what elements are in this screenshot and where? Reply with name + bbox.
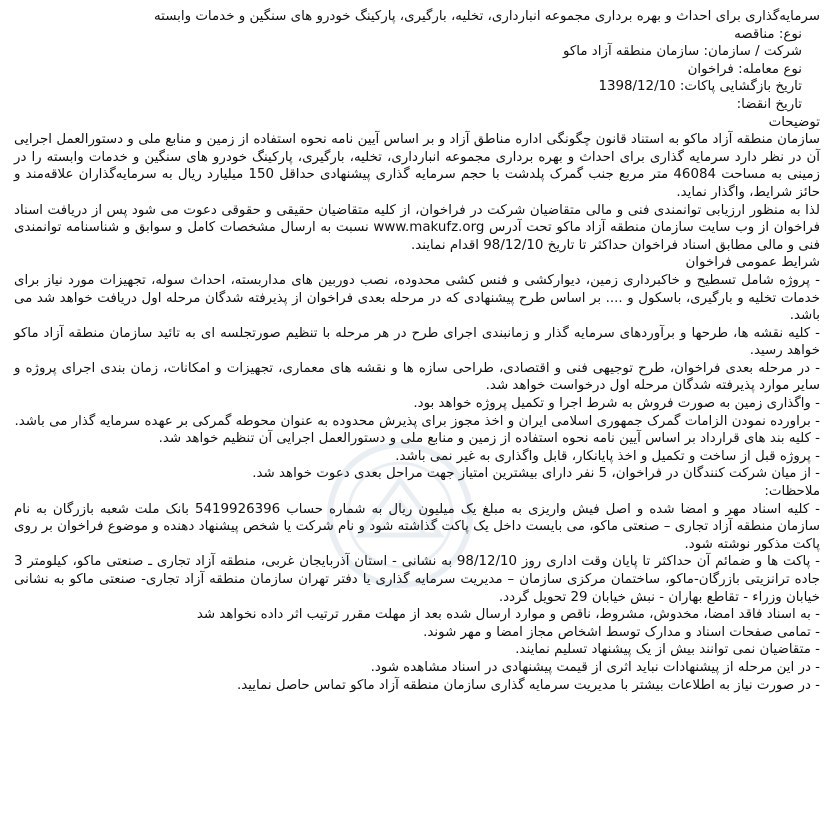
condition-item: - واگذاری زمین به صورت فروش به شرط اجرا و تکمیل پروژه خواهد بود. — [413, 396, 820, 412]
description-paragraph: سازمان منطقه آزاد ماکو به استناد قانون چگونگی اداره مناطق آزاد و بر اساس آیین نامه نحوه استفاده از زمین و منابع ملی و دستورالعمل اجرایی آن در نظر دارد سرمایه گذاری برای احداث و بهره برداری مجموعه انبارداری، تخلیه، بارگیری، پارکینگ خودرو های سنگین و خدمات وابسته را در زمینی به مساحت 46084 متر مربع جنب گمرک پلدشت با حجم سرمایه گذاری پیشنهادی حداقل 150 میلیارد ریال به سرمایه‌گذاران علاقه‌مند و حائز شرایط، واگذار نماید. — [14, 132, 821, 200]
meta-org-row — [14, 43, 802, 61]
meta-type-row — [14, 26, 802, 44]
meta-open-value: 1398/12/10 — [598, 79, 676, 95]
note-item: - متقاضیان نمی توانند بیش از یک پیشنهاد تسلیم نمایند. — [515, 642, 820, 658]
condition-item: - پروژه قبل از ساخت و تکمیل و اخذ پایانکار، قابل واگذاری به غیر نمی باشد. — [395, 448, 820, 464]
meta-type-value: مناقصه — [734, 26, 775, 42]
meta-deal-row — [14, 61, 802, 79]
meta-org-label: شرکت / سازمان: — [703, 44, 802, 60]
note-item: - کلیه اسناد مهر و امضا شده و اصل فیش واریزی به مبلغ یک میلیون ریال به شماره حساب 5419926396 بانک ملت شعبه بازرگان به نام سازمان منطقه آزاد تجاری – صنعتی ماکو، می بایست داخل یک پاکت گذاشته شود و نام شرکت یا شخص پیشنهاد دهنده و موضوع فراخوان بر روی پاکت مذکور نوشته شود. — [14, 501, 820, 552]
condition-item: - کلیه نقشه ها، طرحها و برآوردهای سرمایه گذار و زمانبندی اجرای طرح در هر مرحله با تنظیم صورتجلسه ای به تائید سازمان منطقه آزاد ماکو خواهد رسید. — [14, 325, 820, 359]
document-title: سرمایه‌گذاری برای احداث و بهره برداری مجموعه انبارداری، تخلیه، بارگیری، پارکینگ خودرو های سنگین و خدمات وابسته — [153, 9, 820, 24]
tender-document — [14, 8, 820, 694]
meta-expire-label: تاریخ انقضا: — [736, 96, 802, 112]
note-item: - تمامی صفحات اسناد و مدارک توسط اشخاص مجاز امضا و مهر شوند. — [423, 624, 820, 640]
note-item: - پاکت ها و ضمائم آن حداکثر تا پایان وقت اداری روز 98/12/10 به نشانی - استان آذربایجان غربی، منطقه آزاد تجاری ـ صنعتی ماکو، کیلومتر 3 جاده ترانزیتی بازرگان-ماکو، ساختمان مرکزی سازمان – مدیریت سرمایه گذاری یا دفتر تهران سازمان منطقه آزاد تجاری- صنعتی ماکو به نشانی خیابان وزراء - تقاطع بهاران - نبش خیابان 29 تحویل گردد. — [14, 554, 820, 605]
condition-item: - براورده نمودن الزامات گمرک جمهوری اسلامی ایران و اخذ مجوز برای پذیرش محدوده به عنوان محوطه گمرکی بر عهده سرمایه گذار می باشد. — [14, 413, 820, 429]
note-item: - به اسناد فاقد امضا، مخدوش، مشروط، ناقص و موارد ارسال شده بعد از مهلت مقرر ترتیب اثر داده نخواهد شد — [196, 607, 820, 623]
condition-item: - در مرحله بعدی فراخوان، طرح توجیهی فنی و اقتصادی، طراحی سازه ها و نقشه های معماری، تجهیزات و امکانات، زمان بندی اجرای پروژه و سایر موارد پذیرفته شدگان مرحله اول درخواست خواهد شد. — [14, 360, 820, 394]
notes-heading: ملاحظات: — [764, 484, 820, 500]
condition-item: - از میان شرکت کنندگان در فراخوان، 5 نفر دارای بیشترین امتیاز جهت مراحل بعدی دعوت خواهد شد. — [252, 466, 820, 482]
meta-open-row — [14, 78, 802, 96]
description-paragraph: لذا به منظور ارزیابی توانمندی فنی و مالی متقاضیان شرکت در فراخوان، از کلیه متقاضیان حقیقی و حقوقی دعوت می شود پس از دریافت اسناد فراخوان از وب سایت سازمان منطقه آزاد ماکو تحت آدرس www.makufz.org نسبت به ارسال مشخصات کامل و سوابق و شناسنامه توانمندی فنی و مالی مطابق اسناد فراخوان حداکثر تا تاریخ 98/12/10 اقدام نمایند. — [14, 202, 820, 253]
note-item: - در این مرحله از پیشنهادات نباید اثری از قیمت پیشنهادی در اسناد مشاهده شود. — [370, 659, 820, 675]
meta-deal-label: نوع معامله: — [738, 61, 802, 77]
meta-deal-value: فراخوان — [687, 61, 734, 77]
meta-open-label: تاریخ بازگشایی پاکات: — [679, 79, 802, 95]
meta-type-label: نوع: — [778, 26, 802, 42]
document-meta — [14, 26, 820, 114]
conditions-heading: شرایط عمومی فراخوان — [685, 255, 820, 271]
note-item: - در صورت نیاز به اطلاعات بیشتر با مدیریت سرمایه گذاری سازمان منطقه آزاد ماکو تماس حاصل نمایید. — [236, 677, 820, 693]
condition-item: - پروژه شامل تسطیح و خاکبرداری زمین، دیوارکشی و فنس کشی محدوده، نصب دوربین های مداربسته، احداث سوله، تجهیزات مورد نیاز برای خدمات تخلیه و بارگیری، باسکول و .... بر اساس طرح پیشنهادی که در مرحله بعدی فراخوان از پذیرفته شدگان مرحله اول دریافت خواهد شد می باشد. — [14, 272, 820, 324]
condition-item: - کلیه بند های قرارداد بر اساس آیین نامه نحوه استفاده از زمین و منابع ملی و دستورالعمل اجرایی آن تنظیم خواهد شد. — [158, 431, 820, 447]
meta-expire-row — [14, 96, 802, 114]
description-heading: توضیحات — [768, 114, 820, 130]
meta-org-value: سازمان منطقه آزاد ماکو — [563, 44, 700, 60]
